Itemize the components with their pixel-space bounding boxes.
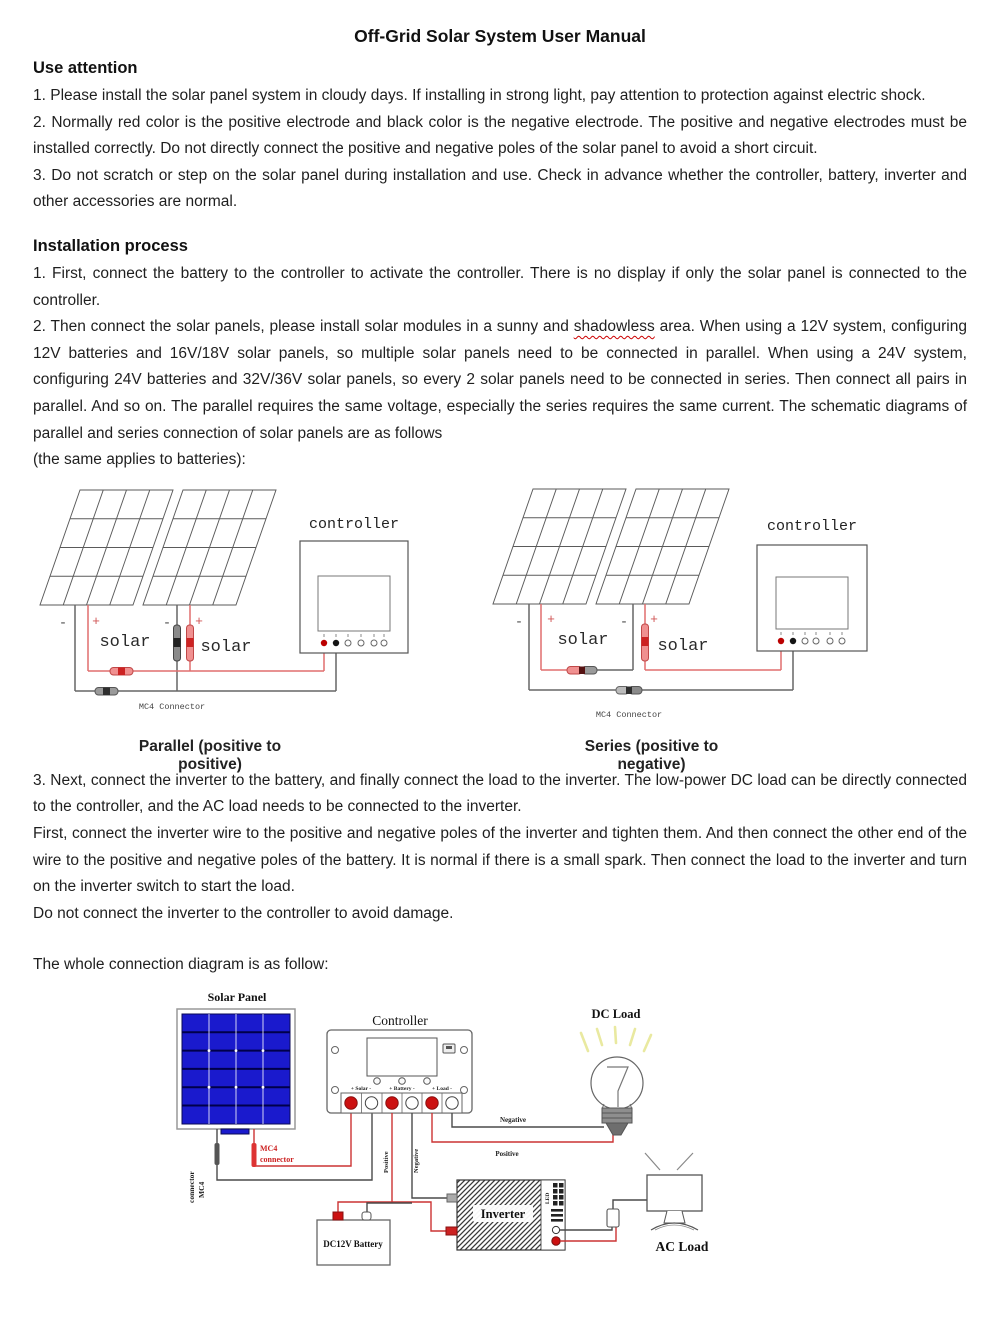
positive-vertical-label: Positive xyxy=(383,1151,390,1173)
mc4-connector-red xyxy=(252,1143,257,1167)
positive-wire-label: Positive xyxy=(495,1149,519,1158)
series-caption: Series (positive to negative) xyxy=(584,737,719,773)
ac-negative-wire xyxy=(560,1200,647,1230)
controller-label: Controller xyxy=(372,1012,428,1028)
battery-negative-wire xyxy=(367,1113,448,1213)
inverter-dc-input-black xyxy=(447,1194,457,1202)
terminal-solar-label: + Solar - xyxy=(350,1085,372,1092)
controller-display xyxy=(367,1038,437,1076)
inverter-dc-input-red xyxy=(446,1227,457,1235)
solar-panel-label: Solar Panel xyxy=(207,989,267,1004)
parallel-caption: Parallel (positive to positive) xyxy=(138,737,282,773)
battery-negative-terminal xyxy=(362,1212,371,1220)
light-bulb xyxy=(581,1027,651,1135)
terminal-battery-plus xyxy=(386,1097,398,1109)
inverter xyxy=(446,1180,565,1250)
battery-label: DC12V Battery xyxy=(323,1238,383,1249)
controller-box xyxy=(757,545,867,651)
plus-label: + xyxy=(547,610,555,626)
solar-label: solar xyxy=(99,632,151,652)
mc4-connector-red-label xyxy=(260,1144,294,1164)
mc4-connector-label: MC4 Connector xyxy=(595,709,663,720)
mc4-connector-gray xyxy=(616,686,642,694)
terminal-strip xyxy=(341,1093,462,1113)
svg-text:connector: connector xyxy=(187,1171,196,1203)
para-use-3: 3. Do not scratch or step on the solar panel during installation and use. Check in advance whether the controller, battery, inverter and other accessories are normal. xyxy=(33,166,967,211)
para-whole-diagram-intro: The whole connection diagram is as follow: xyxy=(33,956,329,974)
para-install-2-before: 2. Then connect the solar panels, please install solar modules in a sunny and xyxy=(33,318,574,336)
led-label: LED xyxy=(545,1192,551,1204)
minus-label: - xyxy=(60,613,66,631)
schematic-captions xyxy=(33,737,967,773)
para-use-2: 2. Normally red color is the positive electrode and black color is the negative electrode. The positive and negative electrodes must be installed correctly. Do not directly connect the positive and negative poles of the solar panel to avoid a short circuit. xyxy=(33,113,967,158)
ac-load-label: AC Load xyxy=(655,1238,709,1254)
controller-button xyxy=(374,1078,381,1085)
charge-controller xyxy=(327,1030,472,1113)
controller-label: controller xyxy=(308,515,400,533)
mc4-connector-gray xyxy=(95,687,118,695)
mc4-connector-red xyxy=(110,667,133,675)
junction-box xyxy=(221,1129,249,1134)
plus-label: + xyxy=(195,612,203,628)
battery xyxy=(317,1212,390,1265)
inverter-ac-neutral xyxy=(552,1226,559,1233)
controller-box xyxy=(300,541,408,653)
terminal-negative xyxy=(333,640,339,646)
controller-button xyxy=(424,1078,431,1085)
light-rays xyxy=(581,1027,651,1051)
para-install-2-after: area. When using a 12V system, configuring 12V batteries and 16V/18V solar panels, so multiple solar panels need to be connected in parallel. When using a 24V system, configuring 24V batteries and 32V/36V solar panels, so every 2 solar panels need to be connected in series. Then connect all pairs in parallel. And so on. The parallel requires the same voltage, especially the series requires the same current. The schematic diagrams of parallel and series connection of solar panels are as follows xyxy=(33,318,967,442)
ac-plug xyxy=(607,1209,619,1227)
para-use-1: 1. Please install the solar panel system in cloudy days. If installing in strong light, pay attention to protection against electric shock. xyxy=(33,87,926,104)
plus-label: + xyxy=(650,610,658,626)
spellcheck-word: shadowless xyxy=(573,318,655,336)
battery-positive-terminal xyxy=(333,1212,343,1220)
inverter-label: Inverter xyxy=(480,1206,526,1221)
dc-load-label: DC Load xyxy=(591,1006,641,1021)
heading-use-attention: Use attention xyxy=(33,59,138,77)
controller-button xyxy=(399,1078,406,1085)
terminal-solar-minus xyxy=(365,1097,377,1109)
page-title: Off-Grid Solar System User Manual xyxy=(354,26,646,46)
para-install-3: 3. Next, connect the inverter to the battery, and finally connect the load to the inverter. The low-power DC load can be directly connected to the controller, and the AC load needs to be connected to the inverter. xyxy=(33,771,967,816)
plus-label: + xyxy=(92,612,100,628)
solar-label: solar xyxy=(557,630,609,650)
mc4-connector-vertical-red xyxy=(187,625,194,661)
heading-installation: Installation process xyxy=(33,236,188,255)
load-negative-wire xyxy=(452,1113,604,1127)
mc4-connector-vertical-label xyxy=(187,1171,206,1203)
svg-text:MC4: MC4 xyxy=(197,1181,206,1198)
terminal-negative xyxy=(790,638,796,644)
negative-wire-label: Negative xyxy=(499,1115,527,1124)
terminal-positive xyxy=(778,638,784,644)
mc4-connector-pair xyxy=(567,666,597,674)
negative-vertical-label: Negative xyxy=(413,1148,420,1173)
minus-label: - xyxy=(516,612,522,630)
para-install-5: Do not connect the inverter to the controller to avoid damage. xyxy=(33,904,454,922)
series-wiring-diagram xyxy=(485,478,955,738)
minus-label: - xyxy=(621,612,627,630)
parallel-wiring-diagram xyxy=(30,478,500,738)
terminal-load-plus xyxy=(426,1097,438,1109)
terminal-solar-plus xyxy=(345,1097,357,1109)
ac-load-rays xyxy=(645,1153,693,1170)
terminal-battery-label: + Battery - xyxy=(389,1085,415,1092)
wiring-schematics xyxy=(33,478,967,738)
controller-label: controller xyxy=(766,517,858,535)
solar-label: solar xyxy=(200,637,252,657)
mc4-connector-vertical-black xyxy=(174,625,181,661)
mc4-connector-label: MC4 Connector xyxy=(138,701,206,712)
para-install-1: 1. First, connect the battery to the controller to activate the controller. There is no display if only the solar panel is connected to the controller. xyxy=(33,264,967,309)
terminal-positive xyxy=(321,640,327,646)
inverter-ac-live xyxy=(552,1237,560,1245)
ac-load-monitor xyxy=(645,1153,702,1230)
terminal-battery-minus xyxy=(406,1097,418,1109)
para-install-note: (the same applies to batteries): xyxy=(33,451,246,469)
usb-icon xyxy=(443,1044,455,1053)
mc4-connector-vertical-red xyxy=(642,624,649,661)
svg-text:connector: connector xyxy=(260,1154,294,1164)
para-install-2 xyxy=(33,314,967,447)
terminal-load-label: + Load - xyxy=(432,1085,452,1092)
para-install-4: First, connect the inverter wire to the positive and negative poles of the inverter and tighten them. And then connect the other end of the wire to the positive and negative poles of the battery. It is normal if there is a small spark. Then connect the load to the inverter and turn on the inverter switch to start the load. xyxy=(33,824,967,896)
solar-panel xyxy=(177,1009,295,1134)
whole-connection-diagram xyxy=(155,985,755,1285)
mc4-connector-black xyxy=(215,1143,220,1165)
minus-label: - xyxy=(164,613,170,631)
terminal-load-minus xyxy=(446,1097,458,1109)
svg-text:MC4: MC4 xyxy=(260,1143,278,1153)
solar-label: solar xyxy=(657,636,709,656)
ac-positive-wire xyxy=(560,1227,616,1241)
